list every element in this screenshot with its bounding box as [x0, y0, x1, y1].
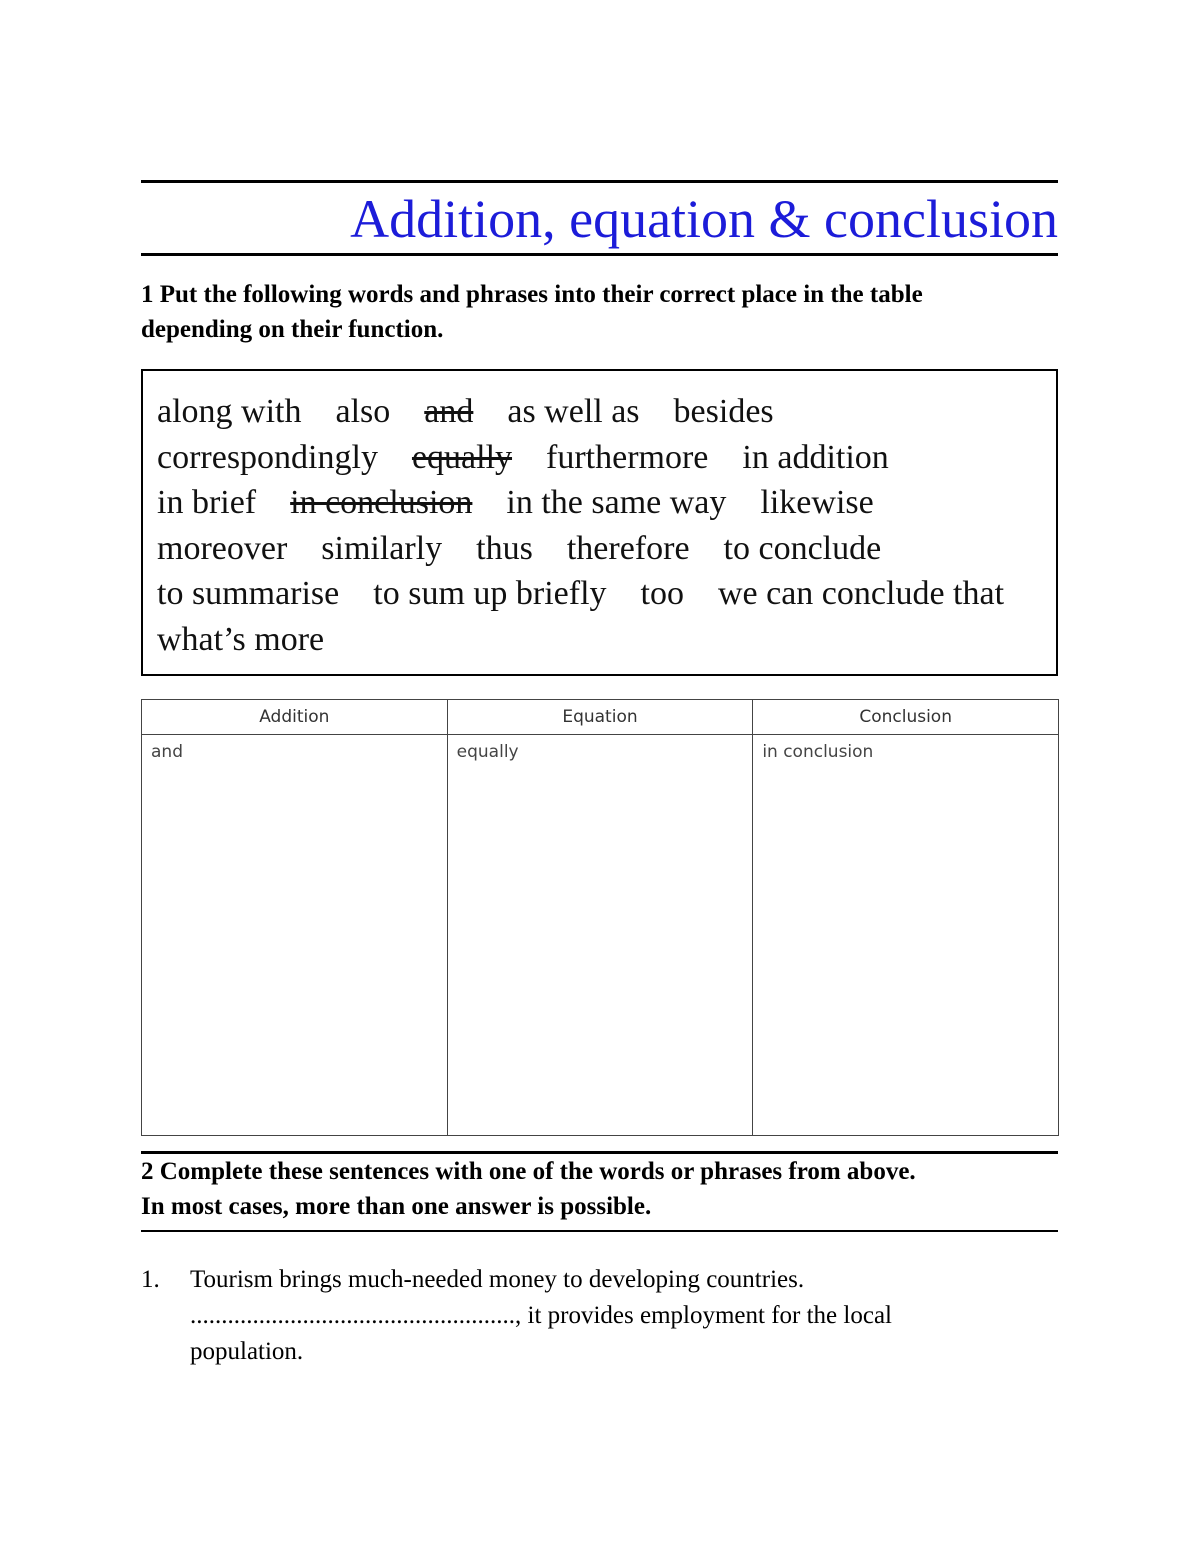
exercise-text — [190, 1262, 1020, 1370]
word-item: likewise — [760, 484, 874, 521]
word-item-struck: and — [424, 393, 474, 430]
addition-cell[interactable]: and — [142, 735, 448, 1136]
top-rule — [141, 180, 1058, 183]
word-item: too — [640, 575, 684, 612]
task1-line2: depending on their function. — [141, 316, 444, 343]
word-item: what’s more — [157, 620, 325, 658]
word-item: thus — [476, 529, 533, 567]
column-header-equation: Equation — [447, 700, 753, 735]
page-title: Addition, equation & conclusion — [350, 189, 1058, 249]
conclusion-cell[interactable]: in conclusion — [753, 735, 1059, 1136]
word-item: to conclude — [723, 529, 882, 567]
word-item: correspondingly — [157, 438, 378, 476]
word-item: furthermore — [546, 438, 709, 476]
column-header-addition: Addition — [142, 700, 448, 735]
word-item: therefore — [566, 529, 690, 567]
word-item: in brief — [157, 484, 257, 521]
exercise-line: population. — [190, 1338, 304, 1365]
word-item-struck: equally — [411, 438, 513, 476]
title-underline-rule — [141, 253, 1058, 256]
task2-bottom-rule — [141, 1230, 1058, 1232]
column-header-conclusion: Conclusion — [753, 700, 1059, 735]
word-item: moreover — [157, 529, 288, 567]
word-item: also — [335, 393, 391, 430]
task1-instructions — [141, 277, 1071, 347]
word-item: to sum up briefly — [373, 575, 607, 612]
task2-line2: In most cases, more than one answer is possible. — [141, 1193, 652, 1220]
word-item: similarly — [321, 529, 443, 567]
task1-line1: 1 Put the following words and phrases into their correct place in the table — [141, 281, 923, 308]
exercise-number: 1. — [141, 1266, 160, 1293]
task2-line1: 2 Complete these sentences with one of the words or phrases from above. — [141, 1158, 916, 1185]
word-item: we can conclude that — [717, 575, 1005, 612]
exercise-blank-line[interactable]: ...................................................., it provides employment for the local — [190, 1302, 892, 1329]
word-item: in the same way — [506, 484, 727, 521]
equation-cell[interactable]: equally — [447, 735, 753, 1136]
word-item: besides — [673, 393, 774, 430]
word-item: as well as — [507, 393, 640, 430]
word-box — [141, 369, 1058, 676]
task2-instructions — [141, 1154, 1071, 1224]
word-item: in addition — [742, 438, 889, 476]
category-table — [141, 699, 1059, 1136]
word-list — [157, 389, 1047, 662]
word-item: along with — [157, 393, 302, 430]
word-item: to summarise — [157, 575, 340, 612]
word-item-struck: in conclusion — [290, 484, 473, 521]
exercise-line: Tourism brings much-needed money to developing countries. — [190, 1266, 805, 1293]
